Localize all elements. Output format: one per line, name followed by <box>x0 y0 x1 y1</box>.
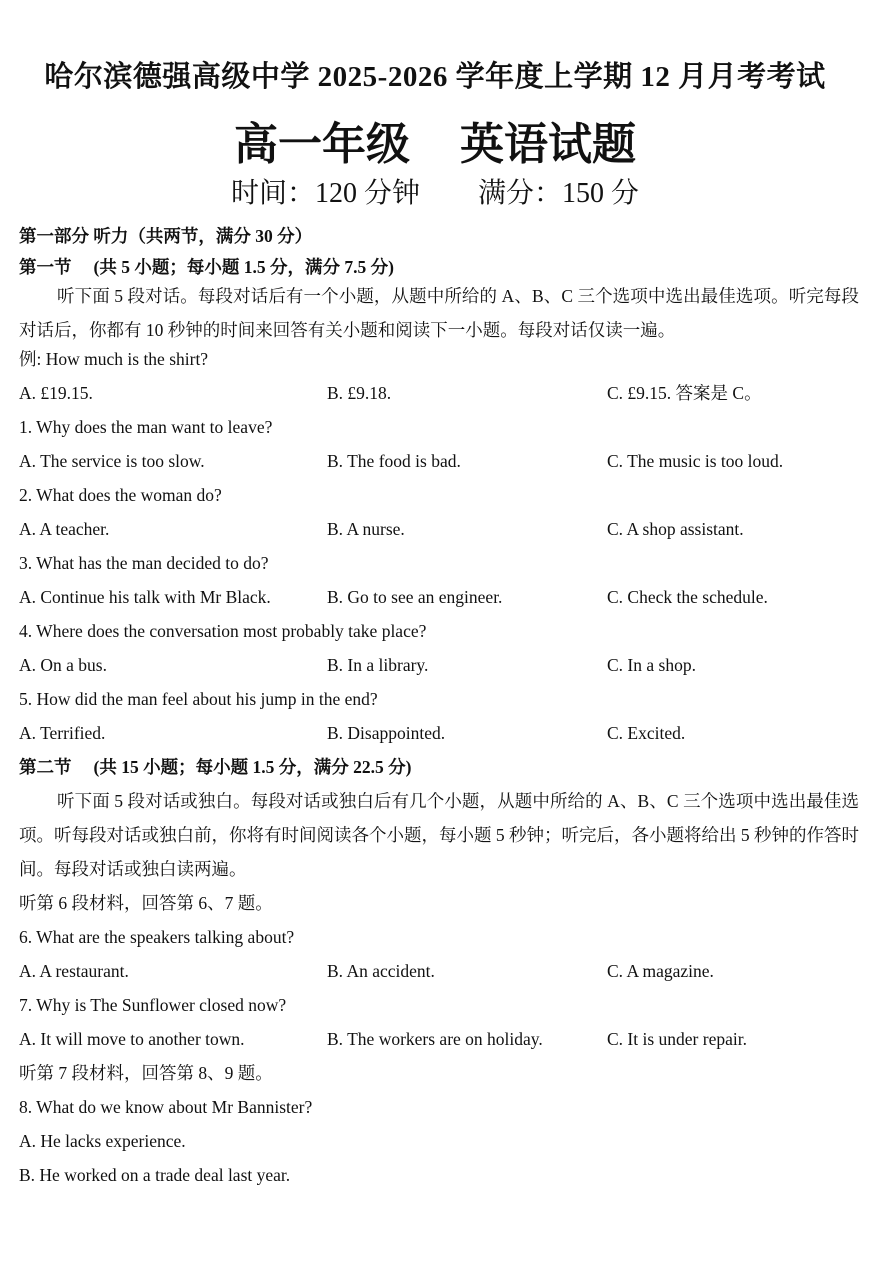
option-b: B. Go to see an engineer. <box>327 587 503 607</box>
option-a: A. Terrified. <box>19 723 106 743</box>
section2-heading <box>19 755 411 779</box>
example-option-b: B. £9.18. <box>327 383 392 403</box>
option-b: B. In a library. <box>327 655 429 675</box>
option-c: C. Excited. <box>607 723 686 743</box>
question-3-options <box>0 585 870 609</box>
example-options <box>0 381 870 405</box>
option-a: A. It will move to another town. <box>19 1029 245 1049</box>
subject-label: 英语试题 <box>460 120 636 169</box>
question-3: 3. What has the man decided to do? <box>19 553 269 573</box>
question-8: 8. What do we know about Mr Bannister? <box>19 1097 313 1117</box>
section1-info: (共 5 小题；每小题 1.5 分，满分 7.5 分) <box>93 257 394 277</box>
question-6-options <box>0 959 870 983</box>
question-1-options <box>0 449 870 473</box>
question-1: 1. Why does the man want to leave? <box>19 417 273 437</box>
section2-instructions: 听下面 5 段对话或独白。每段对话或独白后有几个小题，从题中所给的 A、B、C 三个选项中选出最佳选项。听每段对话或独白前，你将有时间阅读各个小题，每小题 5 秒钟；听完后，各小题将给出 5 秒钟的作答时间。每段对话或独白读两遍。 <box>19 791 859 879</box>
exam-info <box>0 171 870 211</box>
question-4: 4. Where does the conversation most probably take place? <box>19 621 427 641</box>
question-7-options <box>0 1027 870 1051</box>
section1-instructions: 听下面 5 段对话。每段对话后有一个小题，从题中所给的 A、B、C 三个选项中选出最佳选项。听完每段对话后，你都有 10 秒钟的时间来回答有关小题和阅读下一小题。每段对话仅读一遍。 <box>19 286 859 340</box>
question-4-options <box>0 653 870 677</box>
exam-time: 时间：120 分钟 <box>230 178 420 209</box>
question-5-options <box>0 721 870 745</box>
option-c: C. In a shop. <box>607 655 696 675</box>
material-6-note: 听第 6 段材料，回答第 6、7 题。 <box>19 893 273 913</box>
option-b: B. An accident. <box>327 961 435 981</box>
question-6: 6. What are the speakers talking about? <box>19 927 295 947</box>
question-5: 5. How did the man feel about his jump in the end? <box>19 689 378 709</box>
option-b: B. The workers are on holiday. <box>327 1029 543 1049</box>
question-2: 2. What does the woman do? <box>19 485 222 505</box>
example-option-a: A. £19.15. <box>19 383 93 403</box>
option-c: C. Check the schedule. <box>607 587 768 607</box>
question-8-option-a: A. He lacks experience. <box>19 1131 186 1151</box>
section2-title: 第二节 <box>19 757 72 777</box>
option-b: B. Disappointed. <box>327 723 446 743</box>
option-c: C. The music is too loud. <box>607 451 784 471</box>
option-a: A. A restaurant. <box>19 961 129 981</box>
example-question: 例: How much is the shirt? <box>19 349 209 369</box>
exam-full-score: 满分：150 分 <box>478 178 640 209</box>
option-c: C. A magazine. <box>607 961 714 981</box>
school-title: 哈尔滨德强高级中学 2025-2026 学年度上学期 12 月月考考试 <box>44 61 826 93</box>
section1-heading <box>19 255 394 279</box>
question-7: 7. Why is The Sunflower closed now? <box>19 995 287 1015</box>
option-c: C. It is under repair. <box>607 1029 747 1049</box>
exam-title <box>0 108 870 172</box>
option-b: B. The food is bad. <box>327 451 461 471</box>
section2-info: (共 15 小题；每小题 1.5 分，满分 22.5 分) <box>93 757 412 777</box>
part1-title: 第一部分 听力（共两节，满分 30 分） <box>19 226 313 246</box>
option-a: A. On a bus. <box>19 655 107 675</box>
question-8-option-b: B. He worked on a trade deal last year. <box>19 1165 291 1185</box>
question-2-options <box>0 517 870 541</box>
option-c: C. A shop assistant. <box>607 519 744 539</box>
material-7-note: 听第 7 段材料，回答第 8、9 题。 <box>19 1063 273 1083</box>
example-option-c: C. £9.15. 答案是 C。 <box>607 383 762 403</box>
grade-label: 高一年级 <box>234 120 410 169</box>
option-a: A. The service is too slow. <box>19 451 205 471</box>
option-a: A. A teacher. <box>19 519 110 539</box>
option-b: B. A nurse. <box>327 519 405 539</box>
section1-title: 第一节 <box>19 257 72 277</box>
option-a: A. Continue his talk with Mr Black. <box>19 587 271 607</box>
